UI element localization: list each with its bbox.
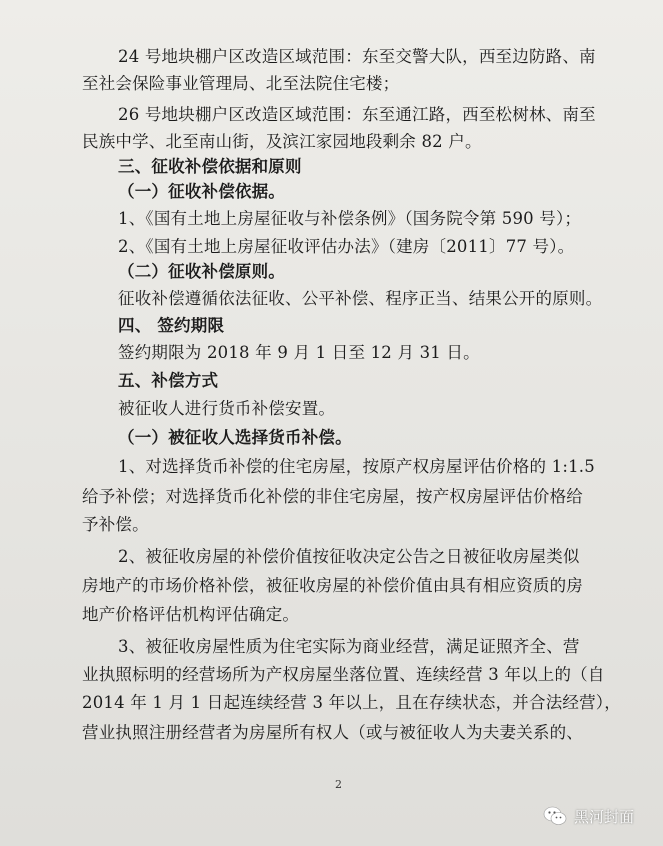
watermark-text: 黑河封面 (574, 807, 635, 826)
text-line: 营业执照注册经营者为房屋所有权人（或与被征收人为夫妻关系的、 (82, 723, 583, 742)
text-line: 地产价格评估机构评估确定。 (82, 605, 300, 624)
text-line: 签约期限为 2018 年 9 月 1 日至 12 月 31 日。 (118, 343, 480, 362)
text-line: 房地产的市场价格补偿，被征收房屋的补偿价值由具有相应资质的房 (82, 576, 583, 595)
text-line: 1、对选择货币补偿的住宅房屋，按原产权房屋评估价格的 1:1.5 (118, 457, 595, 476)
text-line: 24 号地块棚户区改造区域范围：东至交警大队，西至边防路、南 (118, 47, 596, 66)
text-line: 2、《国有土地上房屋征收评估办法》（建房〔2011〕77 号）。 (118, 237, 575, 256)
subsection-heading: （一）被征收人选择货币补偿。 (118, 428, 352, 447)
text-line: 26 号地块棚户区改造区域范围：东至通江路，西至松树林、南至 (118, 105, 596, 124)
text-line: 予补偿。 (82, 515, 149, 534)
text-line: 至社会保险事业管理局、北至法院住宅楼； (82, 74, 400, 93)
section-heading: 三、征收补偿依据和原则 (118, 157, 302, 176)
subsection-heading: （一）征收补偿依据。 (118, 182, 285, 201)
text-line: 1、《国有土地上房屋征收与补偿条例》（国务院令第 590 号）； (118, 209, 582, 228)
wechat-icon (542, 803, 568, 829)
page-number: 2 (335, 778, 342, 791)
text-line: 征收补偿遵循依法征收、公平补偿、程序正当、结果公开的原则。 (118, 289, 603, 308)
text-line: 3、被征收房屋性质为住宅实际为商业经营，满足证照齐全、营 (118, 637, 580, 656)
text-line: 被征收人进行货币补偿安置。 (118, 399, 336, 418)
text-line: 2014 年 1 月 1 日起连续经营 3 年以上，且在存续状态，并合法经营）， (82, 693, 621, 712)
watermark (542, 803, 634, 829)
subsection-heading: （二）征收补偿原则。 (118, 262, 285, 281)
section-heading: 五、补偿方式 (118, 371, 219, 390)
text-line: 业执照标明的经营场所为产权房屋坐落位置、连续经营 3 年以上的（自 (82, 665, 605, 684)
text-line: 民族中学、北至南山街，及滨江家园地段剩余 82 户。 (82, 132, 482, 151)
text-line: 2、被征收房屋的补偿价值按征收决定公告之日被征收房屋类似 (118, 547, 580, 566)
section-heading: 四、 签约期限 (118, 316, 225, 335)
text-line: 给予补偿；对选择货币化补偿的非住宅房屋，按产权房屋评估价格给 (82, 487, 583, 506)
